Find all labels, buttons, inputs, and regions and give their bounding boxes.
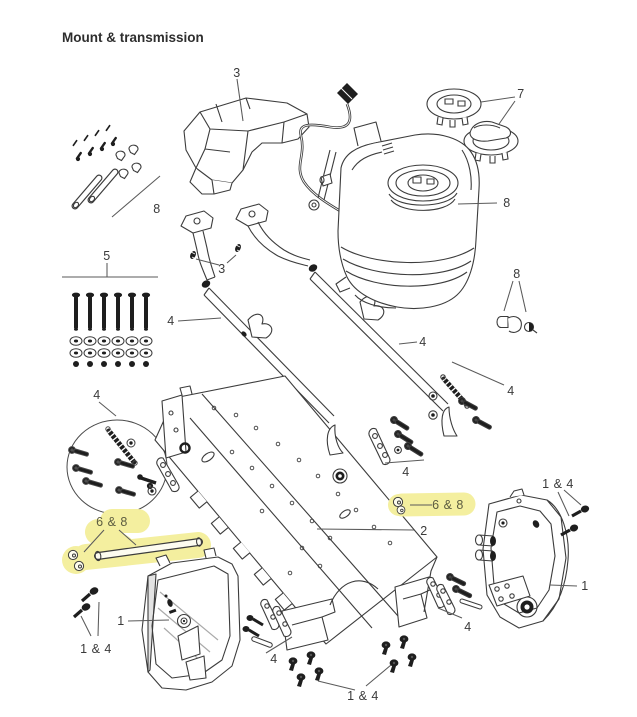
- callout-5-bolt-set: 5: [103, 249, 111, 263]
- page-title: Mount & transmission: [62, 30, 204, 45]
- callout-4-bottom-right: 4: [464, 620, 472, 634]
- callout-6-8-left: 6 & 8: [96, 515, 128, 529]
- callout-1-4-left: 1 & 4: [80, 642, 112, 656]
- callout-4-mid-hardware: 4: [402, 465, 410, 479]
- callout-1-4-right-top: 1 & 4: [542, 477, 574, 491]
- callout-8-transmission: 8: [503, 196, 511, 210]
- callout-3-top: 3: [233, 66, 241, 80]
- callout-8-clips-right: 8: [513, 267, 521, 281]
- callout-4-right-bar: 4: [419, 335, 427, 349]
- callout-2-frame: 2: [420, 524, 428, 538]
- callout-4-detail-circle: 4: [93, 388, 101, 402]
- callout-7-caps: 7: [517, 87, 525, 101]
- callout-3-screws: 3: [218, 262, 226, 276]
- callout-1-right: 1: [581, 579, 589, 593]
- callout-8-left-cluster: 8: [153, 202, 161, 216]
- callout-6-8-right: 6 & 8: [432, 498, 464, 512]
- callout-4-right-hardware: 4: [507, 384, 515, 398]
- callout-1-4-bottom: 1 & 4: [347, 689, 379, 703]
- callout-4-bottom-left: 4: [270, 652, 278, 666]
- callout-1-left: 1: [117, 614, 125, 628]
- callout-4-left-bar: 4: [167, 314, 175, 328]
